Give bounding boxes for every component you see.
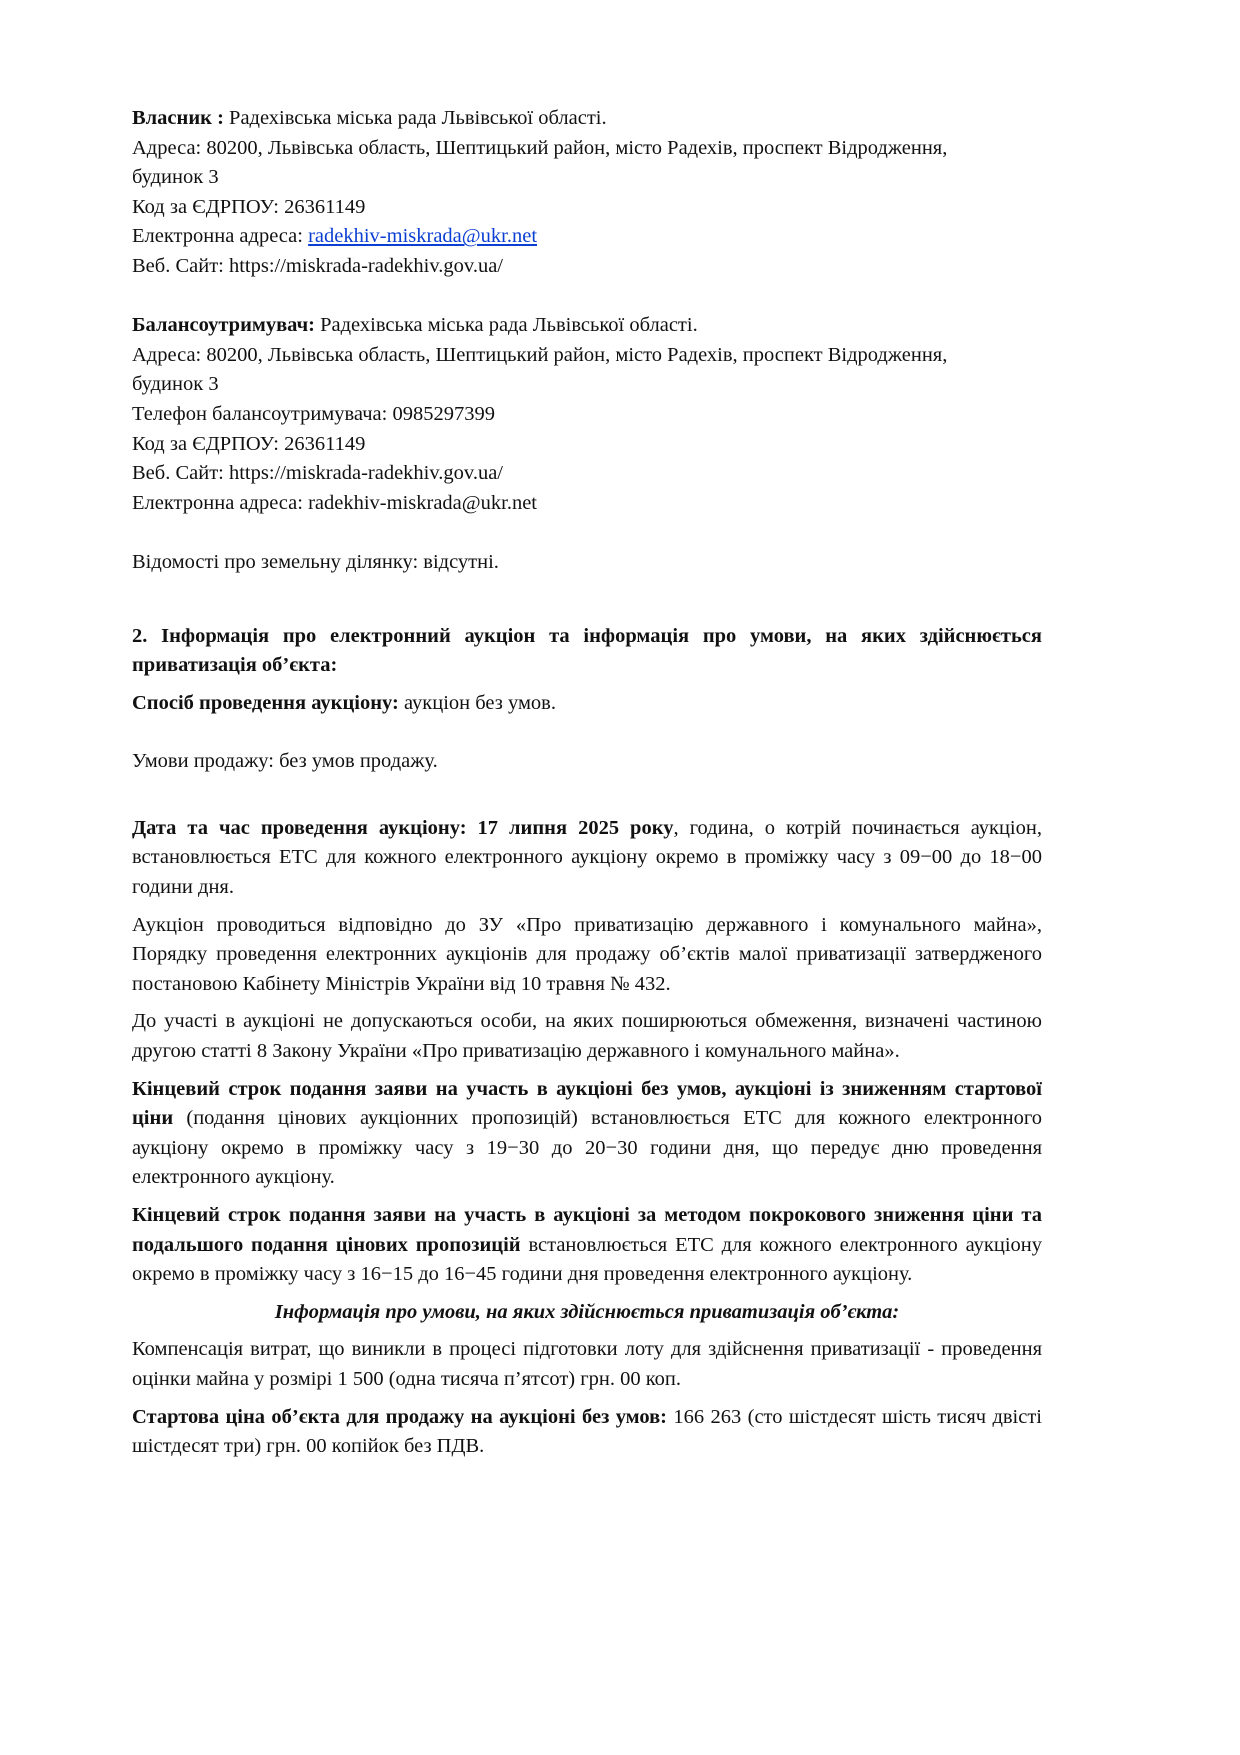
owner-email-link[interactable]: radekhiv-miskrada@ukr.net <box>308 225 538 248</box>
auction-date <box>132 814 1042 903</box>
deadline-step-reduction <box>132 1201 1042 1290</box>
balance-holder-address-line2: будинок 3 <box>132 373 219 396</box>
section2-heading: 2. Інформація про електронний аукціон та інформація про умови, на яких здійснюється приватизація об’єкта: <box>132 624 1042 677</box>
deadline-step-reduction-label: Кінцевий строк подання заяви на участь в аукціоні за методом покрокового зниження ціни та подальшого подання цінових пропозицій <box>132 1204 1042 1256</box>
deadline-no-conditions <box>132 1075 1042 1193</box>
deadline-no-conditions-text: (подання цінових аукціонних пропозицій) встановлюється ЕТС для кожного електронного аукціону окремо в проміжку часу з 19−30 до 20−30 години дня, що передує дню проведення електронного аукціону. <box>132 1107 1042 1189</box>
land-info: Відомості про земельну ділянку: відсутні. <box>132 550 499 573</box>
auction-method-value: аукціон без умов. <box>398 691 556 714</box>
auction-method <box>132 689 1042 719</box>
owner-line <box>132 104 1042 134</box>
balance-holder-edrpou: Код за ЄДРПОУ: 26361149 <box>132 432 366 455</box>
owner-label: Власник : <box>132 107 224 129</box>
owner-address-line2: будинок 3 <box>132 166 219 189</box>
owner-value: Радехівська міська рада Львівської області. <box>223 107 607 129</box>
auction-method-label: Спосіб проведення аукціону: <box>132 691 399 714</box>
start-price-value: 166 263 (сто шістдесят шість тисяч двісті шістдесят три) грн. 00 копійок без ПДВ. <box>132 1405 1042 1458</box>
compensation: Компенсація витрат, що виникли в процесі підготовки лоту для здійснення приватизації - проведення оцінки майна у розмірі 1 500 (одна тисяча п’ятсот) грн. 00 коп. <box>132 1338 1042 1390</box>
document-page <box>132 104 1042 1462</box>
owner-block <box>132 104 1042 282</box>
legal-basis: Аукціон проводиться відповідно до ЗУ «Про приватизацію державного і комунального майна», Порядку проведення електронних аукціонів для продажу об’єктів малої приватизації затвердженого постановою Кабінету Міністрів України від 10 травня № 432. <box>132 913 1042 995</box>
balance-holder-website: Веб. Сайт: https://miskrada-radekhiv.gov.ua/ <box>132 462 504 485</box>
deadline-no-conditions-label: Кінцевий строк подання заяви на участь в аукціоні без умов, аукціоні із зниженням стартової ціни <box>132 1077 1042 1130</box>
sale-conditions: Умови продажу: без умов продажу. <box>132 750 438 773</box>
balance-holder-value: Радехівська міська рада Львівської області. <box>315 314 698 337</box>
balance-holder-label: Балансоутримувач: <box>132 314 315 337</box>
owner-edrpou: Код за ЄДРПОУ: 26361149 <box>132 195 366 218</box>
owner-email-line <box>132 222 1042 252</box>
balance-holder-line <box>132 311 1042 341</box>
auction-date-label: Дата та час проведення аукціону: 17 липня 2025 року <box>132 816 674 839</box>
balance-holder-phone: Телефон балансоутримувача: 0985297399 <box>132 402 495 425</box>
owner-website: Веб. Сайт: https://miskrada-radekhiv.gov.ua/ <box>132 254 504 277</box>
balance-holder-email: Електронна адреса: radekhiv-miskrada@ukr.net <box>132 491 538 514</box>
deadline-step-reduction-text: встановлюється ЕТС для кожного електронного аукціону окремо в проміжку часу з 16−15 до 16−45 години дня проведення електронного аукціону. <box>132 1233 1042 1286</box>
owner-address-line1: Адреса: 80200, Львівська область, Шептицький район, місто Радехів, проспект Відродження, <box>132 136 948 159</box>
owner-email-label: Електронна адреса: <box>132 225 309 248</box>
participation-restrictions: До участі в аукціоні не допускаються особи, на яких поширюються обмеження, визначені частиною другою статті 8 Закону України «Про приватизацію державного і комунального майна». <box>132 1010 1042 1063</box>
start-price-label: Стартова ціна об’єкта для продажу на аукціоні без умов: <box>132 1405 668 1428</box>
conditions-heading: Інформація про умови, на яких здійснюється приватизація об’єкта: <box>274 1300 900 1323</box>
balance-holder-address-line1: Адреса: 80200, Львівська область, Шептицький район, місто Радехів, проспект Відродження, <box>132 343 948 366</box>
start-price <box>132 1403 1042 1462</box>
balance-holder-block <box>132 311 1042 518</box>
auction-date-text: , година, о котрій починається аукціон, встановлюється ЕТС для кожного електронного аукціону окремо в проміжку часу з 09−00 до 18−00 години дня. <box>132 816 1042 899</box>
